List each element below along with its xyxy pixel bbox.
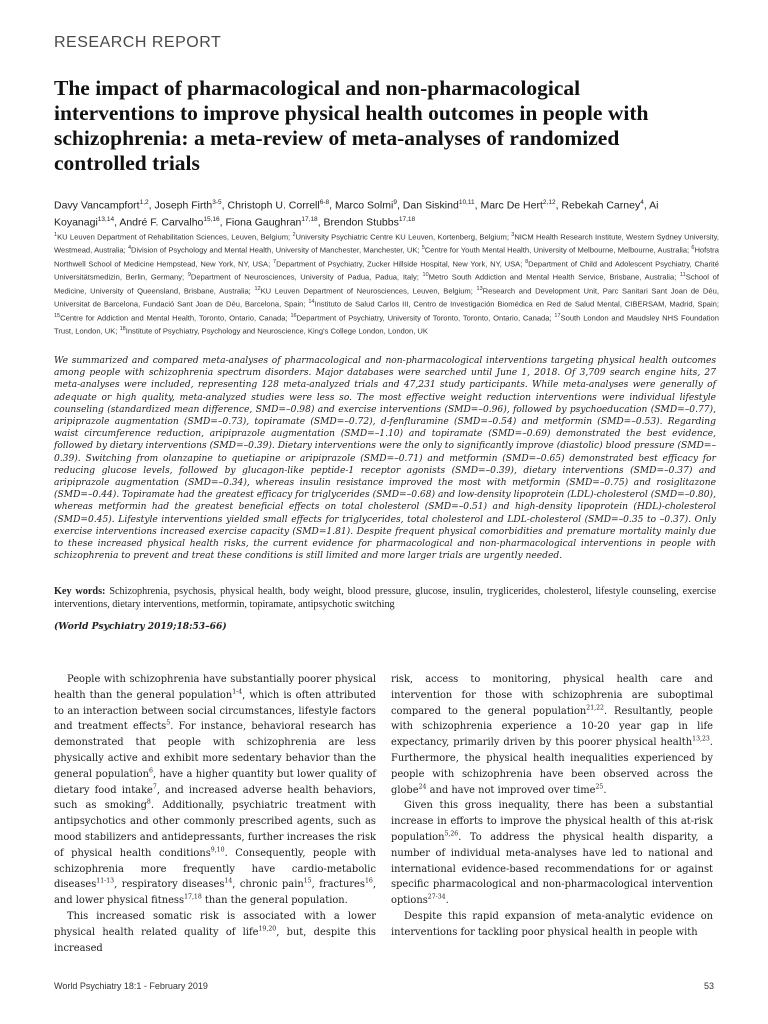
- affiliation-text: Division of Psychology and Mental Health, University of Manchester, Manchester, UK;: [131, 245, 420, 255]
- reference-marker: 25: [595, 783, 604, 791]
- author-name: Christoph U. Correll: [227, 199, 320, 212]
- affiliation-number: 2: [292, 232, 296, 238]
- affiliation-text: KU Leuven Department of Rehabilitation Sciences, Leuven, Belgium;: [57, 232, 291, 242]
- affiliation-number: 5: [421, 245, 425, 252]
- author-name: Dan Siskind: [402, 199, 459, 212]
- affiliation-number: 15: [54, 312, 61, 319]
- reference-marker: 13,23: [692, 735, 710, 743]
- body-text: People with schizophrenia have substantially poorer physical health than the general population: [54, 674, 376, 701]
- author-affiliation-ref: 13,14: [97, 215, 115, 223]
- author-name: Davy Vancampfort: [54, 199, 140, 212]
- affiliation-text: South London and Maudsley NHS Foundation Trust, London, UK;: [54, 313, 719, 336]
- body-text: and have not improved over time: [426, 784, 596, 796]
- author-name: Joseph Firth: [154, 199, 213, 212]
- author-list: Davy Vancampfort$^{1,2}$, Joseph Firth$^{3-5}$, Christoph U. Correll$^{6-8}$, Marco Solmi$^9$, Dan Siskind$^{10,11}$, Marc De Hert$^{2,12}$, Rebekah Carney$^4$, Ai Koyanagi$^{13,14}$, André F. Carvalho$^{15,16}$, Fiona Gaughran$^{17,18}$, Brendon Stubbs$^{17,18}$: [54, 199, 659, 228]
- article-title: The impact of pharmacological and non-pharmacological interventions to improve physical health outcomes in people with schizophrenia: a meta-review of meta-analyses of randomized controlled trials: [54, 76, 649, 175]
- body-text: , but, despite this increased: [54, 926, 376, 954]
- author-name: Marco Solmi: [334, 199, 394, 212]
- affiliation-number: 12: [254, 285, 261, 292]
- body-text: , respiratory diseases: [114, 879, 225, 891]
- affiliation-text: Metro South Addiction and Mental Health Service, Brisbane, Australia;: [428, 272, 677, 282]
- author-affiliation-ref: 15,16: [203, 215, 220, 223]
- affiliation-number: 16: [290, 312, 297, 319]
- body-text: , fractures: [311, 879, 365, 891]
- author-name: Ai Koyanagi: [54, 199, 659, 228]
- affiliation-number: 14: [308, 299, 315, 306]
- body-paragraph: [391, 672, 713, 798]
- affiliation-number: 18: [119, 326, 126, 333]
- reference-marker: 14: [224, 878, 233, 886]
- affiliation-text: Research and Development Unit, Parc Sanitari Sant Joan de Déu, Universitat de Barcelona, Fundació Sant Joan de Déu, Barcelona, Spain;: [54, 286, 719, 309]
- body-text: . Resultantly, people with schizophrenia experience a 10-20 year gap in life expectancy, primarily driven by this poorer physical health: [391, 705, 714, 749]
- author-affiliation-ref: 17,18: [398, 215, 416, 223]
- reference-marker: 5: [166, 720, 171, 728]
- affiliation-text: Department of Psychiatry, Zucker Hillside Hospital, New York, NY, USA;: [276, 259, 523, 269]
- reference-marker: 16: [364, 878, 373, 886]
- author-name: Fiona Gaughran: [225, 216, 302, 228]
- body-text: . To address the physical health disparity, a number of individual meta-analyses have led to national and international evidence-based recommendations for or against specific pharmacological and non-pharmacological intervention options: [391, 831, 713, 907]
- affiliation-list: [54, 230, 719, 338]
- body-text: , have a higher quantity but lower quality of dietary food intake: [54, 768, 376, 796]
- keywords-text: Schizophrenia, psychosis, physical health, body weight, blood pressure, glucose, insulin, tryglicerides, cholesterol, lifestyle counseling, exercise interventions, dietary interventions, metformin, topiramate, antipsychotic switching: [54, 586, 717, 610]
- reference-marker: 15: [303, 878, 312, 886]
- affiliation-text: Instituto de Salud Carlos III, Centro de Investigación Biomédica en Red de Salud Mental, CIBERSAM, Madrid, Spain;: [314, 299, 719, 309]
- affiliation-number: 4: [127, 245, 131, 252]
- author-affiliation-ref: 10,11: [458, 199, 475, 206]
- affiliation-number: 17: [554, 312, 561, 319]
- reference-marker: 8: [146, 799, 151, 807]
- body-paragraph: [54, 909, 376, 956]
- author-affiliation-ref: 9: [393, 199, 397, 206]
- author-affiliation-ref: 6-8: [319, 199, 330, 206]
- keywords: [54, 586, 716, 612]
- author-affiliation-ref: 3-5: [212, 199, 222, 206]
- body-text: , and increased adverse health behaviors, such as smoking: [54, 784, 377, 812]
- reference-marker: 7: [152, 783, 157, 791]
- body-text: , which is often attributed to an interaction between social circumstances, lifestyle factors and treatment effects: [54, 689, 376, 733]
- reference-marker: 24: [418, 783, 427, 791]
- affiliation-number: 9: [187, 272, 191, 279]
- affiliation-text: Centre for Youth Mental Health, University of Melbourne, Melbourne, Australia;: [424, 245, 690, 255]
- reference-marker: 6: [148, 767, 153, 775]
- reference-marker: 9,10: [210, 846, 225, 854]
- body-paragraph: [54, 672, 376, 909]
- footer-journal: World Psychiatry 18:1 - February 2019: [54, 981, 208, 991]
- reference-marker: 17,18: [184, 893, 202, 901]
- reference-marker: 27-34: [427, 893, 446, 901]
- affiliation-text: University Psychiatric Centre KU Leuven, Kortenberg, Belgium;: [295, 232, 509, 242]
- section-label: RESEARCH REPORT: [54, 34, 222, 51]
- author-name: Marc De Hert: [480, 199, 543, 212]
- affiliation-number: 10: [422, 272, 429, 279]
- body-paragraph: [391, 909, 713, 941]
- body-column-left: [54, 672, 376, 956]
- affiliation-text: Hofstra Northwell School of Medicine Hempstead, New York, NY, USA;: [54, 245, 719, 269]
- affiliation-number: 7: [273, 258, 277, 265]
- reference-marker: 5,26: [444, 830, 459, 838]
- body-column-right: [391, 672, 713, 941]
- reference-marker: 21,22: [586, 704, 604, 712]
- author-name: Rebekah Carney: [561, 199, 641, 212]
- affiliation-text: Department of Psychiatry, University of Toronto, Toronto, Ontario, Canada;: [296, 313, 552, 323]
- body-text: .: [445, 895, 449, 907]
- body-text: , and lower physical fitness: [54, 879, 376, 907]
- body-paragraph: [391, 798, 713, 909]
- affiliation-text: Department of Neurosciences, University of Padua, Padua, Italy;: [190, 272, 419, 282]
- affiliation-number: 8: [525, 258, 529, 265]
- affiliation-text: KU Leuven Department of Neurosciences, Leuven, Belgium;: [260, 286, 473, 296]
- affiliation-number: 6: [691, 245, 695, 252]
- reference-marker: 1-4: [232, 688, 243, 696]
- affiliation-text: Institute of Psychiatry, Psychology and Neuroscience, King's College London, London, UK: [125, 326, 428, 336]
- affiliation-text: Department of Child and Adolescent Psychiatry, Charité Universitätsmedizin, Berlin, Germany;: [54, 259, 719, 282]
- affiliation-number: 13: [476, 285, 483, 292]
- page-number: 53: [703, 981, 714, 991]
- author-affiliation-ref: 1,2: [139, 199, 149, 206]
- affiliation-text: NICM Health Research Institute, Western Sydney University, Westmead, Australia;: [54, 232, 720, 255]
- affiliation-text: School of Medicine, University of Queensland, Brisbane, Australia;: [54, 272, 719, 296]
- body-text: This increased somatic risk is associated with a lower physical health related quality of life: [54, 910, 376, 938]
- author-affiliation-ref: 2,12: [542, 199, 556, 206]
- reference-marker: 19,20: [258, 925, 277, 933]
- body-text: . Furthermore, the physical health inequalities experienced by people with schizophrenia have been observed across the globe: [391, 737, 713, 796]
- author-name: Brendon Stubbs: [323, 216, 399, 228]
- affiliation-number: 3: [511, 232, 515, 238]
- affiliation-number: 1: [54, 232, 58, 238]
- keywords-label: Key words:: [54, 586, 106, 597]
- body-text: than the general population.: [201, 895, 348, 907]
- reference-marker: 11-13: [96, 878, 115, 886]
- author-affiliation-ref: 4: [640, 199, 644, 206]
- body-text: . Consequently, people with schizophrenia more frequently have cardio-metabolic diseases: [54, 847, 376, 891]
- body-text: . For instance, behavioral research has demonstrated that people with schizophrenia are less physically active and exhibit more sedentary behavior than the general population: [54, 721, 377, 780]
- affiliation-number: 11: [680, 272, 686, 279]
- body-text: .: [603, 784, 607, 796]
- citation: (World Psychiatry 2019;18:53–66): [54, 621, 227, 632]
- body-text: Despite this rapid expansion of meta-analytic evidence on interventions for tackling poor physical health in people with: [391, 910, 713, 938]
- author-name: André F. Carvalho: [119, 216, 204, 228]
- author-affiliation-ref: 17,18: [301, 215, 318, 223]
- body-text: risk, access to monitoring, physical health care and intervention for those with schizophrenia are suboptimal compared to the general population: [391, 674, 713, 717]
- affiliation-text: Centre for Addiction and Mental Health, Toronto, Ontario, Canada;: [60, 313, 288, 323]
- body-text: . Additionally, psychiatric treatment with antipsychotics and other commonly prescribed agents, such as mood stabilizers and antidepressants, further increases the risk of physical health conditions: [54, 800, 376, 859]
- body-text: Given this gross inequality, there has been a substantial increase in efforts to improve the physical health of this at-risk population: [391, 800, 713, 843]
- abstract: We summarized and compared meta-analyses of pharmacological and non-pharmacological interventions targeting physical health outcomes among people with schizophrenia spectrum disorders. Major databases were searched until June 1, 2018. Of 3,709 search engine hits, 27 meta-analyses were included, representing 128 meta-analyzed trials and 47,231 study participants. While meta-analyses were generally of adequate or high quality, meta-analyzed studies were less so. The most effective weight reduction interventions were individual lifestyle counseling (standardized mean difference, SMD=–0.98) and exercise interventions (SMD=–0.96), followed by psychoeducation (SMD=–0.77), aripiprazole augmentation (SMD=–0.73), topiramate (SMD=–0.72), d-fenfluramine (SMD=–0.54) and metformin (SMD=–0.53). Regarding waist circumference reduction, aripiprazole augmentation (SMD=–1.10) and topiramate (SMD=–0.69) demonstrated the best evidence, followed by dietary interventions (SMD=–0.39). Dietary interventions were the only to significantly improve (diastolic) blood pressure (SMD=–0.39). Switching from olanzapine to quetiapine or aripiprazole (SMD=–0.71) and metformin (SMD=–0.65) demonstrated best efficacy for reducing glucose levels, followed by glucagon-like peptide-1 receptor agonists (SMD=–0.39), dietary interventions (SMD=–0.37) and aripiprazole augmentation (SMD=–0.34), whereas insulin resistance improved the most with metformin (SMD=–0.75) and rosiglitazone (SMD=–0.44). Topiramate had the greatest efficacy for triglycerides (SMD=–0.68) and low-density lipoprotein (LDL)-cholesterol (SMD=–0.80), whereas metformin had the greatest beneficial effects on total cholesterol (SMD=–0.51) and high-density lipoprotein (HDL)-cholesterol (SMD=0.45). Lifestyle interventions yielded small effects for triglycerides, total cholesterol and LDL-cholesterol (SMD=–0.35 to –0.37). Only exercise interventions increased exercise capacity (SMD=1.81). Despite frequent physical comorbidities and premature mortality mainly due to these increased physical health risks, the current evidence for pharmacological and non-pharmacological interventions in people with schizophrenia to prevent and treat these conditions is still limited and more larger trials are urgently needed.: [54, 356, 716, 562]
- body-text: , chronic pain: [232, 879, 304, 891]
